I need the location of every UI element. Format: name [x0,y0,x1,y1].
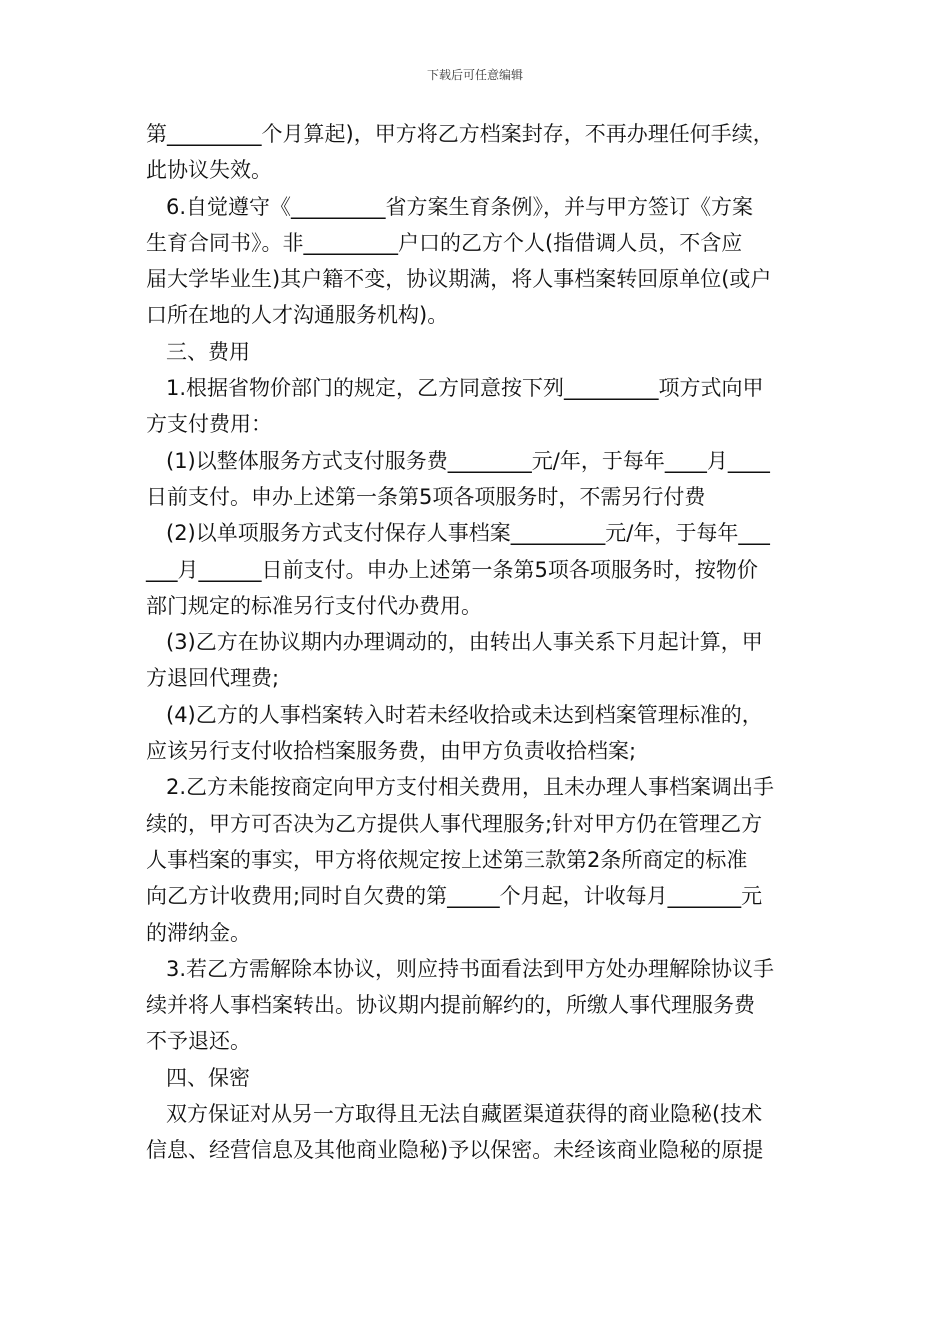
text-line: 口所在地的人才沟通服务机构)。 [146,303,449,328]
text-line: 双方保证对从另一方取得且无法自藏匿渠道获得的商业隐秘(技术 [166,1102,763,1127]
text-line: 人事档案的事实，甲方将依规定按上述第三款第2条所商定的标准 [146,847,748,872]
document-body [146,116,812,1169]
text-line: 信息、经营信息及其他商业隐秘)予以保密。未经该商业隐秘的原提 [146,1138,764,1163]
page-header-note: 下载后可任意编辑 [426,68,523,82]
text-line: 6.自觉遵守《_________省方案生育条例》，并与甲方签订《方案 [166,194,754,219]
text-line: (2)以单项服务方式支付保存人事档案_________元/年，于每年___ [166,521,770,546]
text-line: (1)以整体服务方式支付服务费________元/年，于每年____月____ [166,448,770,473]
text-line: 向乙方计收费用;同时自欠费的第_____个月起，计收每月_______元 [146,884,763,909]
text-line: 生育合同书》。非_________户口的乙方个人(指借调人员，不含应 [146,230,743,255]
text-line: 方退回代理费; [146,666,280,691]
text-line: 的滞纳金。 [146,920,251,945]
text-line: 2.乙方未能按商定向甲方支付相关费用，且未办理人事档案调出手 [166,775,775,800]
text-line: 方支付费用： [146,412,272,437]
text-line: 此协议失效。 [146,158,272,183]
text-line: 应该另行支付收拾档案服务费，由甲方负责收拾档案; [146,739,637,764]
text-line: 第_________个月算起)，甲方将乙方档案封存，不再办理任何手续， [146,122,774,146]
text-line: ___月______日前支付。申办上述第一条第5项各项服务时，按物价 [146,557,758,582]
text-line: 届大学毕业生)其户籍不变，协议期满，将人事档案转回原单位(或户 [146,267,772,292]
text-line: 3.若乙方需解除本协议，则应持书面看法到甲方处办理解除协议手 [166,956,775,981]
text-line: 部门规定的标准另行支付代办费用。 [146,593,482,618]
text-line: 续的，甲方可否决为乙方提供人事代理服务;针对甲方仍在管理乙方 [146,811,763,836]
text-line: (4)乙方的人事档案转入时若未经收拾或未达到档案管理标准的， [166,702,763,727]
text-line: 日前支付。申办上述第一条第5项各项服务时，不需另行付费 [146,484,706,509]
section-heading: 三、费用 [166,339,250,364]
text-line: (3)乙方在协议期内办理调动的，由转出人事关系下月起计算，甲 [166,630,763,655]
section-heading: 四、保密 [166,1065,250,1090]
text-line: 续并将人事档案转出。协议期内提前解约的，所缴人事代理服务费 [146,993,755,1018]
text-line: 不予退还。 [146,1029,251,1054]
text-line: 1.根据省物价部门的规定，乙方同意按下列_________项方式向甲 [166,376,764,401]
